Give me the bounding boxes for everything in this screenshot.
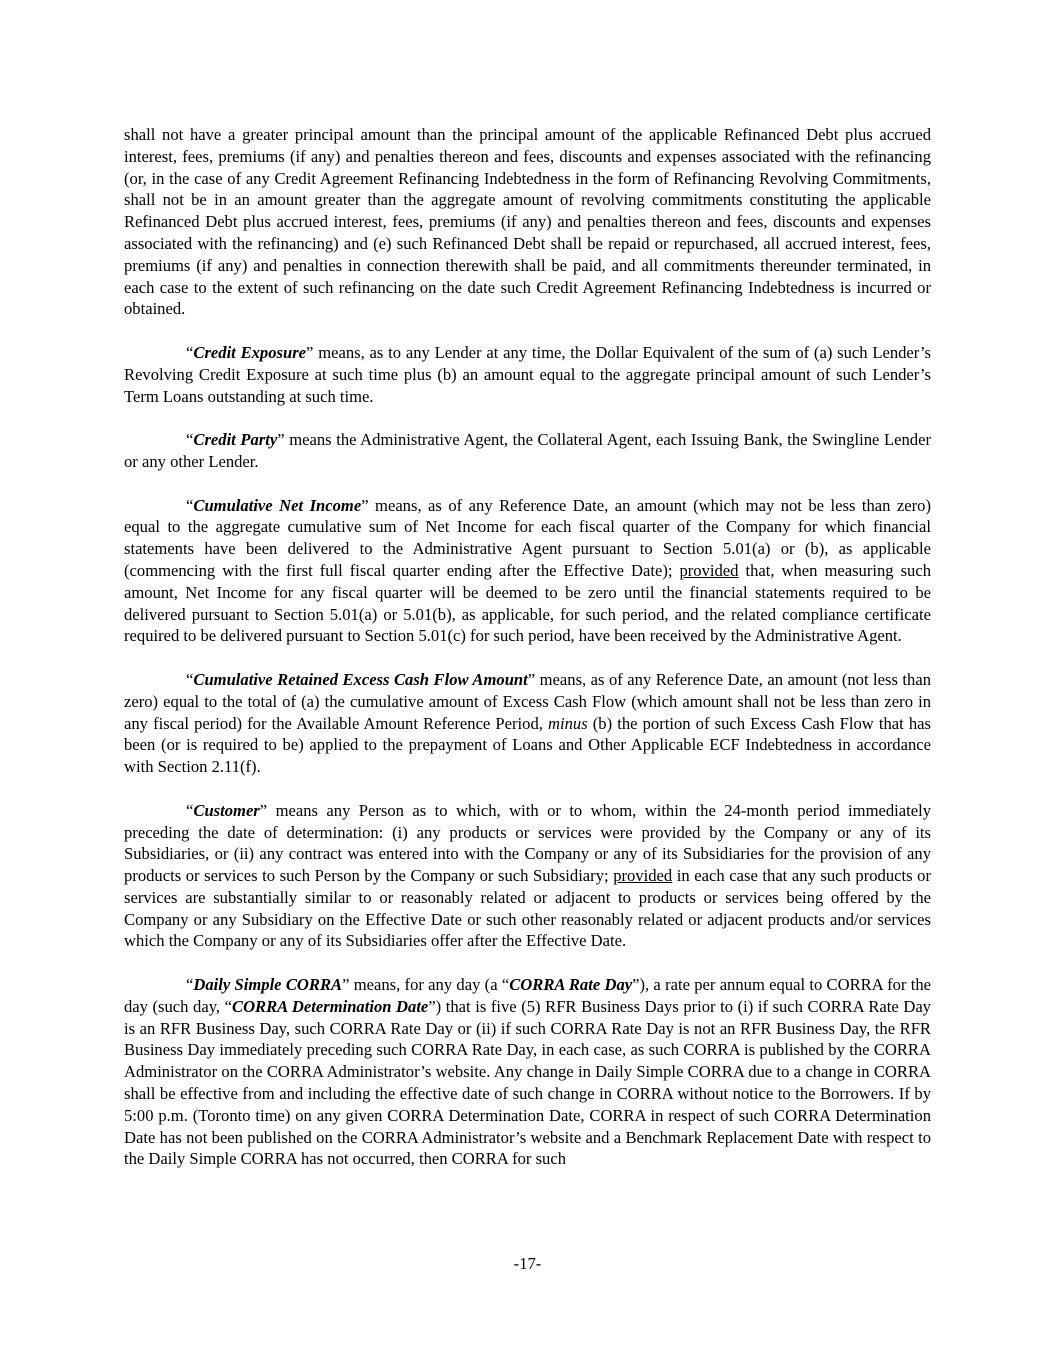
definition-text: means any Person as to which, with or to whom, within the 24-month period immediately preceding the date of determination: (i) any products or services were provided by the Company or any of its Subsidiaries, or (ii) any contract was entered into with the Company or any of its Subsidiaries for the provision of any products or services to such Person by the Company or such Subsidiary;	[124, 800, 931, 886]
definition-text: means, as to any Lender at any time, the Dollar Equivalent of the sum of (a) such Lender’s Revolving Credit Exposure at such time plus (b) an amount equal to the aggregate principal amount of such Lender’s Term Loans outstanding at such time.	[124, 342, 932, 406]
definition-text: means, for any day (a “	[349, 975, 510, 995]
close-quote: ”	[259, 800, 268, 820]
definition-customer	[124, 800, 931, 953]
defined-term: CORRA Rate Day	[509, 975, 633, 995]
definition-credit-exposure	[124, 342, 931, 407]
definition-text: means, as of any Reference Date, an amount (which may not be less than zero) equal to the aggregate cumulative sum of Net Income for each fiscal quarter of the Company for which financial statements have been delivered to the Administrative Agent pursuant to Section 5.01(a) or (b), as applicable (commencing with the first full fiscal quarter ending after the Effective Date);	[124, 495, 932, 580]
page-number: -17-	[513, 1254, 542, 1273]
definition-text: (b) the portion of such Excess Cash Flow that has been (or is required to be) applied to the prepayment of Loans and Other Applicable ECF Indebtedness in accordance with Section 2.11(f).	[124, 713, 931, 777]
defined-term: Cumulative Retained Excess Cash Flow Amount	[193, 669, 528, 689]
definition-text: means, as of any Reference Date, an amount (not less than zero) equal to the total of (a) the cumulative amount of Excess Cash Flow (which amount shall not be less than zero in any fiscal period) for the Available Amount Reference Period,	[124, 669, 932, 733]
definition-text: ”), a rate per annum equal to CORRA for the day (such day, “	[124, 975, 931, 1016]
defined-term: Cumulative Net Income	[193, 495, 362, 515]
open-quote: “	[186, 800, 194, 820]
defined-term: Credit Exposure	[193, 342, 307, 362]
close-quote: ”	[361, 495, 369, 515]
defined-term: Customer	[193, 800, 260, 820]
provided-underlined: provided	[613, 866, 673, 886]
definition-text: in each case that any such products or services are substantially similar to or reasonably related or adjacent to products or services being offered by the Company or any Subsidiary on the Effective Date or such other reasonably related or adjacent products and/or services which the Company or any of its Subsidiaries offer after the Effective Date.	[124, 866, 931, 951]
definition-cumulative-retained-excess-cash-flow	[124, 669, 931, 778]
document-body	[124, 124, 931, 1170]
close-quote: ”	[277, 430, 285, 450]
defined-term: Daily Simple CORRA	[193, 975, 343, 995]
open-quote: “	[186, 342, 194, 362]
close-quote: ”	[306, 342, 314, 362]
open-quote: “	[186, 975, 194, 995]
provided-underlined: provided	[679, 560, 739, 580]
defined-term: Credit Party	[193, 430, 278, 450]
definition-text: ”) that is five (5) RFR Business Days prior to (i) if such CORRA Rate Day is an RFR Business Day, such CORRA Rate Day or (ii) if such CORRA Rate Day is not an RFR Business Day, the RFR Business Day immediately preceding such CORRA Rate Day, in each case, as such CORRA is published by the CORRA Administrator on the CORRA Administrator’s website. Any change in Daily Simple CORRA due to a change in CORRA shall be effective from and including the effective date of such change in CORRA without notice to the Borrowers. If by 5:00 p.m. (Toronto time) on any given CORRA Determination Date, CORRA in respect of such CORRA Determination Date has not been published on the CORRA Administrator’s website and a Benchmark Replacement Date with respect to the Daily Simple CORRA has not occurred, then CORRA for such	[124, 996, 931, 1169]
defined-term: CORRA Determination Date	[232, 996, 429, 1016]
definition-text: that, when measuring such amount, Net Income for any fiscal quarter will be deemed to be zero until the financial statements required to be delivered pursuant to Section 5.01(a) or 5.01(b), as applicable, for such period, and the related compliance certificate required to be delivered pursuant to Section 5.01(c) for such period, have been received by the Administrative Agent.	[124, 560, 931, 646]
definition-cumulative-net-income	[124, 495, 931, 648]
close-quote: ”	[342, 975, 350, 995]
open-quote: “	[186, 430, 194, 450]
open-quote: “	[186, 669, 194, 689]
minus-italic: minus	[548, 713, 588, 733]
close-quote: ”	[527, 669, 536, 689]
paragraph-continuation	[124, 124, 931, 320]
definition-credit-party	[124, 429, 931, 473]
definition-daily-simple-corra	[124, 974, 931, 1170]
open-quote: “	[186, 495, 194, 515]
definition-text: means the Administrative Agent, the Collateral Agent, each Issuing Bank, the Swingline Lender or any other Lender.	[124, 430, 931, 471]
paragraph-text: shall not have a greater principal amount than the principal amount of the applicable Refinanced Debt plus accrued interest, fees, premiums (if any) and penalties thereon and fees, discounts and expenses associated with the refinancing (or, in the case of any Credit Agreement Refinancing Indebtedness in the form of Refinancing Revolving Commitments, shall not be in an amount greater than the aggregate amount of revolving commitments constituting the applicable Refinanced Debt plus accrued interest, fees, premiums (if any) and penalties thereon and fees, discounts and expenses associated with the refinancing) and (e) such Refinanced Debt shall be repaid or repurchased, all accrued interest, fees, premiums (if any) and penalties in connection therewith shall be paid, and all commitments thereunder terminated, in each case to the extent of such refinancing on the date such Credit Agreement Refinancing Indebtedness is incurred or obtained.	[124, 125, 931, 319]
